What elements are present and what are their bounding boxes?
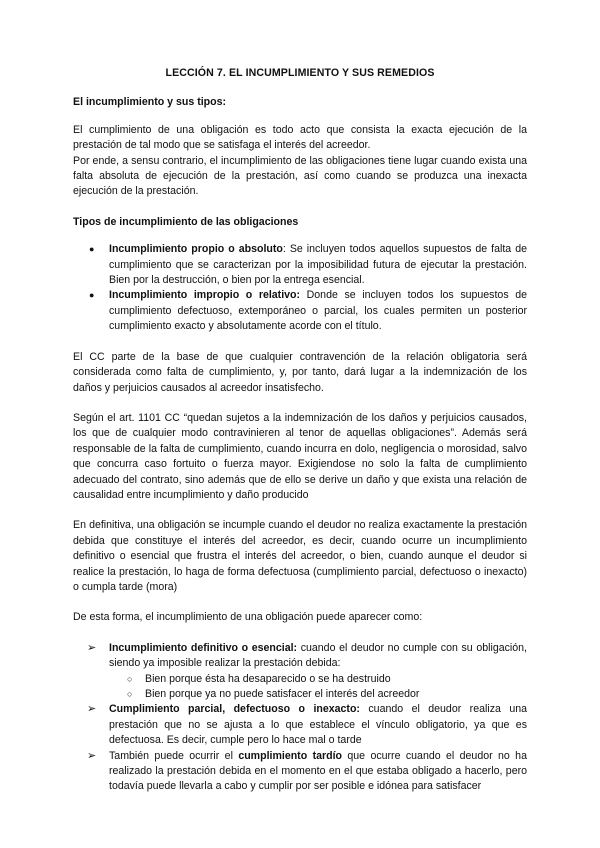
list-item-prefix: También puede ocurrir el	[109, 749, 239, 762]
document-body	[73, 66, 527, 795]
list-item	[87, 702, 527, 748]
list-item-text: cuando el deudor realiza una prestación que no se ajusta a lo que establece el vínculo obligatorio, ya que es defectuosa. Es decir, cumple pero lo hace mal o tarde	[109, 703, 527, 747]
list-item-term: cumplimiento tardío	[238, 749, 342, 762]
sub-list-item-text: Bien porque ya no puede satisfacer el interés del acreedor	[145, 688, 420, 700]
bullet-icon: ●	[89, 244, 95, 255]
list-item-text: que ocurre cuando el deudor no ha realizado la prestación debida en el momento en el que estaba obligado a hacerlo, pero todavía puede llevarla a cabo y cumplir por ser posible e idónea para satisfacer	[109, 749, 527, 793]
list-item-term: Cumplimiento parcial, defectuoso o inexacto:	[109, 703, 360, 716]
arrow-bullet-icon: ➢	[87, 749, 97, 762]
list-item-text: : Se incluyen todos aquellos supuestos de falta de cumplimiento que se caracterizan por la imposibilidad futura de ejecutar la prestación. Bien por la destrucción, o bien por la entrega esencial.	[109, 243, 527, 287]
sub-list-item-text: Bien porque ésta ha desaparecido o se ha destruido	[145, 672, 391, 685]
bullet-icon: ●	[89, 290, 95, 301]
sub-list-item	[127, 687, 527, 702]
list-item	[87, 749, 527, 795]
sub-list	[109, 672, 527, 703]
list-item-text: Donde se incluyen todos los supuestos de cumplimiento defectuoso, extemporáneo o parcial, los cuales permiten un posterior cumplimiento exacto y absolutamente acorde con el título.	[109, 289, 527, 333]
section-heading-incumplimiento: El incumplimiento y sus tipos:	[73, 96, 227, 109]
list-item-term: Incumplimiento impropio o relativo:	[109, 289, 301, 302]
arrow-bullet-icon: ➢	[87, 703, 97, 716]
forms-list	[73, 641, 527, 795]
paragraph-formas-intro: De esta forma, el incumplimiento de una obligación puede aparecer como:	[73, 611, 423, 624]
circle-bullet-icon: ○	[127, 673, 133, 684]
paragraph-art-1101: Según el art. 1101 CC “quedan sujetos a la indemnización de los daños y perjuicios causados, los que de cualquier modo contravinieren al tenor de aquellas obligaciones”. Además será responsable de la falta de cumplimiento, cuando incurra en dolo, negligencia o morosidad, salvo que concurra caso fortuito o fuerza mayor. Exigiendose no solo la falta de cumplimiento adecuado del contrato, sino además que de ello se derive un daño y que exista una relación de causalidad entre incumplimiento y daño producido	[73, 411, 527, 501]
types-list	[73, 242, 527, 334]
sub-list-item	[127, 672, 527, 687]
paragraph-incumplimiento-definition: Por ende, a sensu contrario, el incumplimiento de las obligaciones tiene lugar cuando exista una falta absoluta de ejecución de la prestación, así como cuando se produzca una inexacta ejecución de la prestación.	[73, 154, 527, 198]
list-item-term: Incumplimiento definitivo o esencial:	[109, 641, 298, 654]
section-heading-tipos: Tipos de incumplimiento de las obligaciones	[73, 215, 299, 228]
list-item-text: cuando el deudor no cumple con su obligación, siendo ya imposible realizar la prestación debida:	[109, 641, 527, 670]
lesson-title: LECCIÓN 7. EL INCUMPLIMIENTO Y SUS REMEDIOS	[165, 67, 435, 79]
paragraph-cumplimiento-definition: El cumplimiento de una obligación es todo acto que consista la exacta ejecución de la prestación de tal modo que se satisfaga el interés del acreedor.	[73, 123, 527, 152]
list-item	[89, 242, 527, 288]
paragraph-cc-base: El CC parte de la base de que cualquier contravención de la relación obligatoria será considerada como falta de cumplimiento, y, por tanto, dará lugar a la indemnización de los daños y perjuicios causados al acreedor insatisfecho.	[73, 350, 527, 394]
arrow-bullet-icon: ➢	[87, 641, 97, 654]
list-item	[89, 288, 527, 334]
circle-bullet-icon: ○	[127, 689, 133, 699]
paragraph-en-definitiva: En definitiva, una obligación se incumple cuando el deudor no realiza exactamente la prestación debida que constituye el interés del acreedor, es decir, cuando ocurre un incumplimiento definitivo o esencial que frustra el interés del acreedor, o bien, cuando aunque el deudor si realice la prestación, lo haga de forma defectuosa (cumplimiento parcial, defectuoso o inexacto) o cumpla tarde (mora)	[73, 519, 527, 593]
list-item-term: Incumplimiento propio o absoluto	[109, 243, 283, 256]
list-item	[87, 641, 527, 703]
